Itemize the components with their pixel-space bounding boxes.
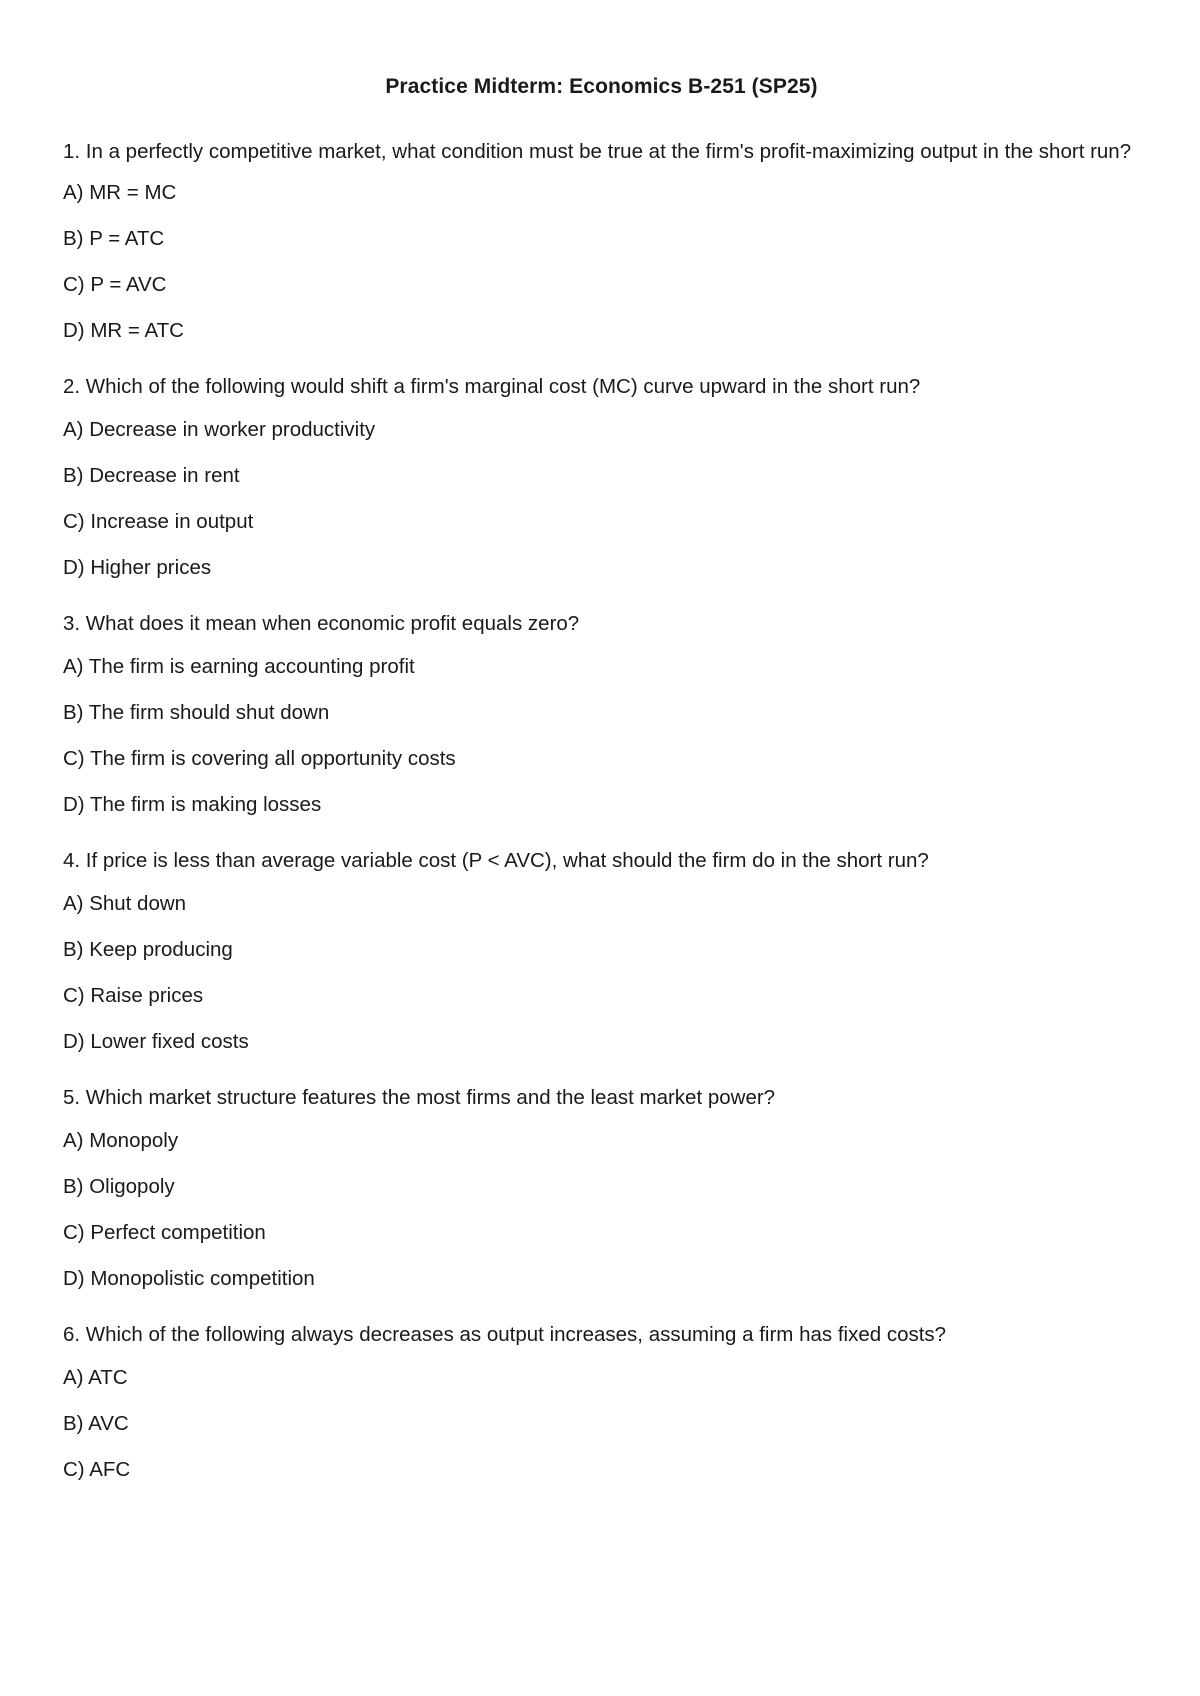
answer-option: D) MR = ATC	[63, 319, 184, 342]
question-stem: 1. In a perfectly competitive market, what condition must be true at the firm's profit-maximizing output in the short run?	[63, 140, 1132, 163]
question-stem: 6. Which of the following always decreases as output increases, assuming a firm has fixed costs?	[63, 1323, 947, 1346]
question-4	[63, 838, 1140, 1055]
answer-option: B) P = ATC	[63, 227, 165, 250]
answer-option: A) Decrease in worker productivity	[63, 418, 376, 441]
answer-option: B) Oligopoly	[63, 1175, 175, 1198]
answer-option: B) The firm should shut down	[63, 701, 330, 724]
answer-option: D) Monopolistic competition	[63, 1267, 315, 1290]
answer-option: A) MR = MC	[63, 181, 177, 204]
question-5	[63, 1075, 1140, 1292]
question-6	[63, 1312, 1140, 1483]
question-stem: 3. What does it mean when economic profit equals zero?	[63, 612, 580, 635]
answer-option: B) Keep producing	[63, 938, 233, 961]
answer-option: D) The firm is making losses	[63, 793, 322, 816]
question-stem: 2. Which of the following would shift a firm's marginal cost (MC) curve upward in the short run?	[63, 375, 921, 398]
answer-option: B) Decrease in rent	[63, 464, 240, 487]
answer-option: D) Lower fixed costs	[63, 1030, 249, 1053]
question-3	[63, 601, 1140, 818]
question-stem: 4. If price is less than average variable cost (P < AVC), what should the firm do in the short run?	[63, 849, 929, 872]
answer-option: C) AFC	[63, 1458, 131, 1481]
answer-option: C) Perfect competition	[63, 1221, 266, 1244]
answer-option: C) Raise prices	[63, 984, 204, 1007]
answer-option: A) ATC	[63, 1366, 128, 1389]
page-title: Practice Midterm: Economics B-251 (SP25)	[385, 75, 818, 98]
question-2	[63, 364, 1140, 581]
question-list	[63, 129, 1140, 1483]
answer-option: A) Monopoly	[63, 1129, 179, 1152]
answer-option: D) Higher prices	[63, 556, 212, 579]
answer-option: A) The firm is earning accounting profit	[63, 655, 415, 678]
answer-option: C) The firm is covering all opportunity costs	[63, 747, 456, 770]
answer-option: C) P = AVC	[63, 273, 167, 296]
question-1	[63, 129, 1140, 344]
answer-option: A) Shut down	[63, 892, 187, 915]
answer-option: B) AVC	[63, 1412, 129, 1435]
question-stem: 5. Which market structure features the most firms and the least market power?	[63, 1086, 776, 1109]
answer-option: C) Increase in output	[63, 510, 254, 533]
